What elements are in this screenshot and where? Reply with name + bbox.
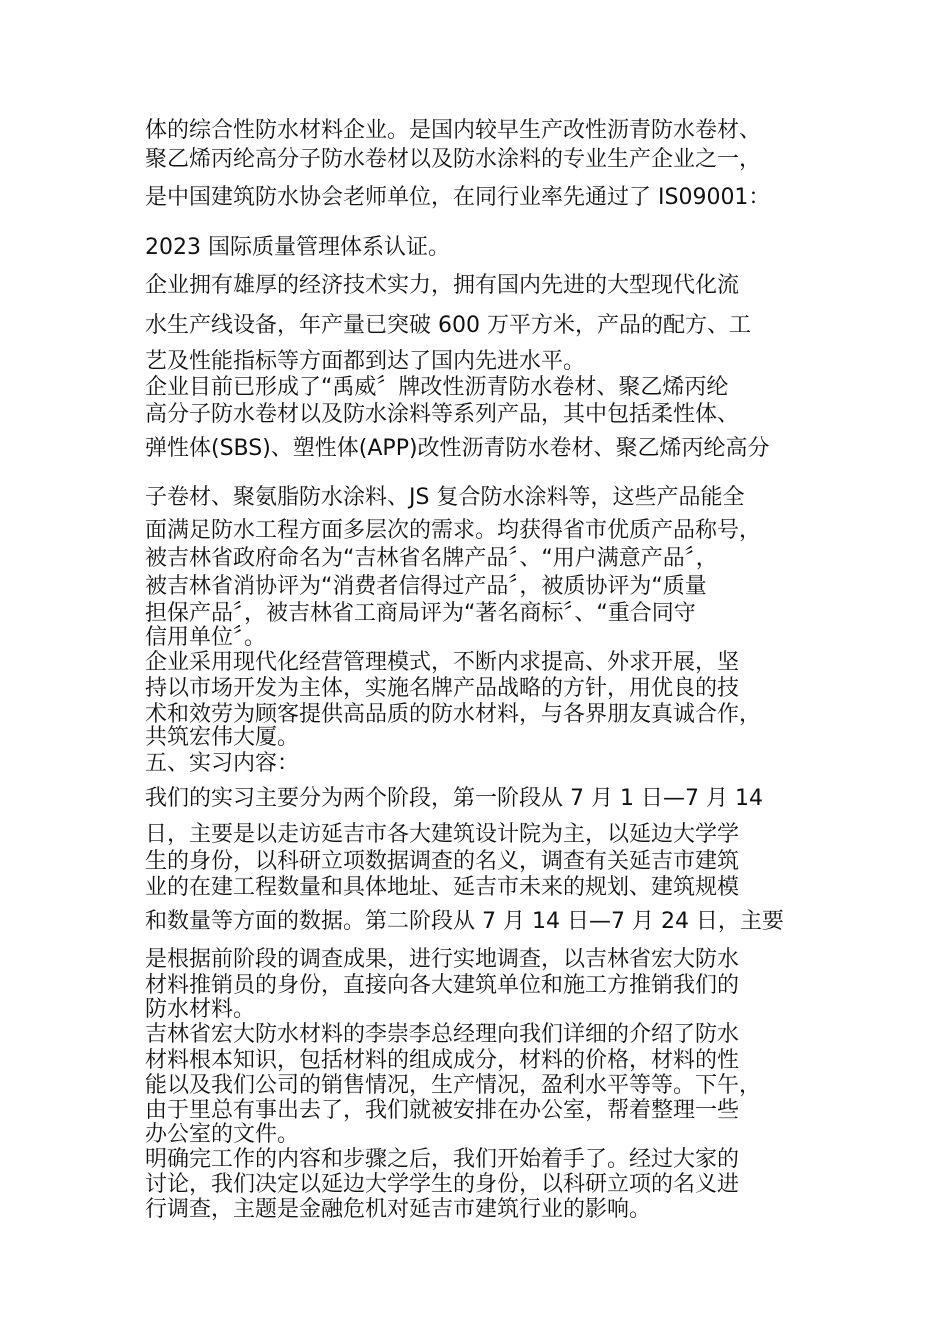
text-line: 防水材料。 bbox=[145, 997, 256, 1022]
text-line: 是根据前阶段的调查成果，进行实地调查，以吉林省宏大防水 bbox=[145, 947, 740, 972]
section-heading: 五、实习内容： bbox=[145, 751, 300, 776]
text-line: 日，主要是以走访延吉市各大建筑设计院为主，以延边大学学 bbox=[145, 822, 740, 847]
text-line: 业的在建工程数量和具体地址、延吉市未来的规划、建筑规模 bbox=[145, 875, 740, 900]
text-line: 弹性体(SBS)、塑性体(APP)改性沥青防水卷材、聚乙烯丙纶高分 bbox=[145, 436, 770, 461]
text-line: 担保产品〞，被吉林省工商局评为“著名商标〞、“重合同守 bbox=[145, 601, 696, 626]
text-line: 企业采用现代化经营管理模式，不断内求提高、外求开展，坚 bbox=[145, 650, 740, 675]
text-line: 术和效劳为顾客提供高品质的防水材料，与各界朋友真诚合作， bbox=[145, 702, 762, 727]
text-line: 高分子防水卷材以及防水涂料等系列产品，其中包括柔性体、 bbox=[145, 402, 740, 427]
text-line: 由于里总有事出去了，我们就被安排在办公室，帮着整理一些 bbox=[145, 1098, 740, 1123]
text-line: 和数量等方面的数据。第二阶段从 7 月 14 日—7 月 24 日，主要 bbox=[145, 909, 784, 934]
text-line: 被吉林省政府命名为“吉林省名牌产品〞、“用户满意产品〞， bbox=[145, 546, 718, 571]
text-line: 是中国建筑防水协会老师单位，在同行业率先通过了 IS09001： bbox=[145, 185, 771, 210]
text-line: 材料推销员的身份，直接向各大建筑单位和施工方推销我们的 bbox=[145, 973, 740, 998]
text-line: 能以及我们公司的销售情况，生产情况，盈利水平等等。下午， bbox=[145, 1073, 762, 1098]
text-line: 办公室的文件。 bbox=[145, 1122, 300, 1147]
text-line: 材料根本知识，包括材料的组成成分，材料的价格，材料的性 bbox=[145, 1048, 740, 1073]
text-line: 行调查，主题是金融危机对延吉市建筑行业的影响。 bbox=[145, 1197, 652, 1222]
text-line: 我们的实习主要分为两个阶段，第一阶段从 7 月 1 日—7 月 14 bbox=[145, 786, 763, 811]
text-line: 水生产线设备，年产量已突破 600 万平方米，产品的配方、工 bbox=[145, 313, 751, 338]
text-line: 共筑宏伟大厦。 bbox=[145, 725, 300, 750]
text-line: 体的综合性防水材料企业。是国内较早生产改性沥青防水卷材、 bbox=[145, 118, 762, 143]
text-line: 生的身份，以科研立项数据调查的名义，调查有关延吉市建筑 bbox=[145, 849, 740, 874]
text-line: 艺及性能指标等方面都到达了国内先进水平。 bbox=[145, 349, 586, 374]
text-line: 持以市场开发为主体，实施名牌产品战略的方针，用优良的技 bbox=[145, 676, 740, 701]
text-line: 吉林省宏大防水材料的李崇李总经理向我们详细的介绍了防水 bbox=[145, 1022, 740, 1047]
text-line: 企业目前已形成了“禹威〞牌改性沥青防水卷材、聚乙烯丙纶 bbox=[145, 375, 729, 400]
text-line: 讨论，我们决定以延边大学学生的身份，以科研立项的名义进 bbox=[145, 1172, 740, 1197]
text-line: 明确完工作的内容和步骤之后，我们开始着手了。经过大家的 bbox=[145, 1147, 740, 1172]
text-line: 被吉林省消协评为“消费者信得过产品〞，被质协评为“质量 bbox=[145, 574, 707, 599]
text-line: 子卷材、聚氨脂防水涂料、JS 复合防水涂料等，这些产品能全 bbox=[145, 485, 745, 510]
text-line: 聚乙烯丙纶高分子防水卷材以及防水涂料的专业生产企业之一， bbox=[145, 147, 762, 172]
text-line: 面满足防水工程方面多层次的需求。均获得省市优质产品称号， bbox=[145, 518, 762, 543]
text-line: 企业拥有雄厚的经济技术实力，拥有国内先进的大型现代化流 bbox=[145, 273, 740, 298]
text-line: 信用单位〞。 bbox=[145, 625, 267, 650]
text-line: 2023 国际质量管理体系认证。 bbox=[145, 235, 450, 260]
